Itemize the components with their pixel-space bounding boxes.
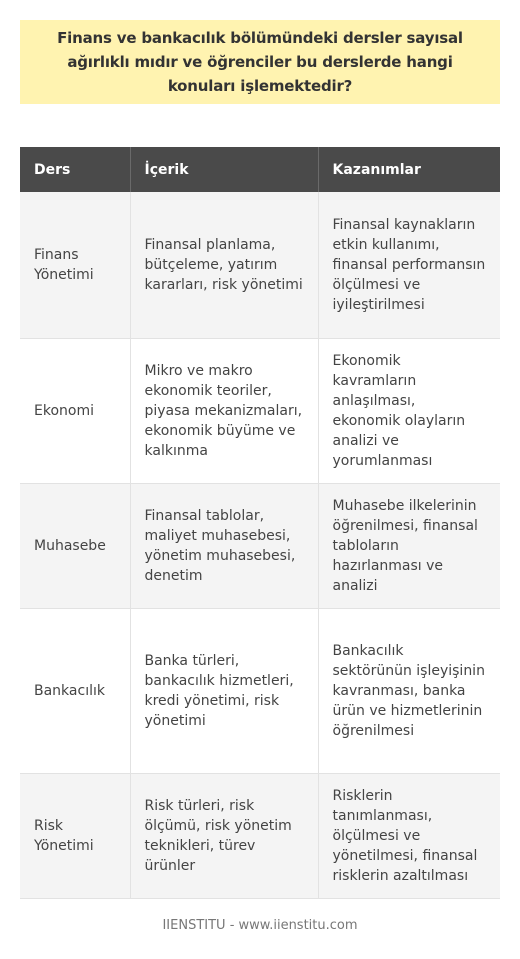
table-header-row [20,147,500,192]
cell-kazanimlar: Muhasebe ilkelerinin öğrenilmesi, finansal tabloların hazırlanması ve analizi [318,483,500,608]
footer-credit: IIENSTITU - www.iienstitu.com [162,918,358,933]
header-kazanimlar: Kazanımlar [318,147,500,192]
cell-kazanimlar: Finansal kaynakların etkin kullanımı, finansal performansın ölçülmesi ve iyileştirilmesi [318,192,500,338]
table-row [20,483,500,608]
question-text: Finans ve bankacılık bölümündeki dersler sayısal ağırlıklı mıdır ve öğrenciler bu derslerde hangi konuları işlemektedir? [57,29,463,95]
cell-kazanimlar: Risklerin tanımlanması, ölçülmesi ve yönetilmesi, finansal risklerin azaltılması [318,773,500,898]
table-row [20,608,500,773]
cell-ders: Ekonomi [20,338,130,483]
cell-icerik: Risk türleri, risk ölçümü, risk yönetim teknikleri, türev ürünler [130,773,318,898]
cell-icerik: Finansal tablolar, maliyet muhasebesi, yönetim muhasebesi, denetim [130,483,318,608]
table-row [20,773,500,898]
cell-icerik: Banka türleri, bankacılık hizmetleri, kredi yönetimi, risk yönetimi [130,608,318,773]
cell-ders: Bankacılık [20,608,130,773]
table-row [20,192,500,338]
table-row [20,338,500,483]
cell-icerik: Finansal planlama, bütçeleme, yatırım kararları, risk yönetimi [130,192,318,338]
cell-kazanimlar: Bankacılık sektörünün işleyişinin kavranması, banka ürün ve hizmetlerinin öğrenilmesi [318,608,500,773]
header-icerik: İçerik [130,147,318,192]
cell-ders: Risk Yönetimi [20,773,130,898]
courses-table [20,147,500,899]
header-ders: Ders [20,147,130,192]
cell-icerik: Mikro ve makro ekonomik teoriler, piyasa mekanizmaları, ekonomik büyüme ve kalkınma [130,338,318,483]
cell-ders: Finans Yönetimi [20,192,130,338]
cell-kazanimlar: Ekonomik kavramların anlaşılması, ekonomik olayların analizi ve yorumlanması [318,338,500,483]
question-box [20,20,500,104]
cell-ders: Muhasebe [20,483,130,608]
